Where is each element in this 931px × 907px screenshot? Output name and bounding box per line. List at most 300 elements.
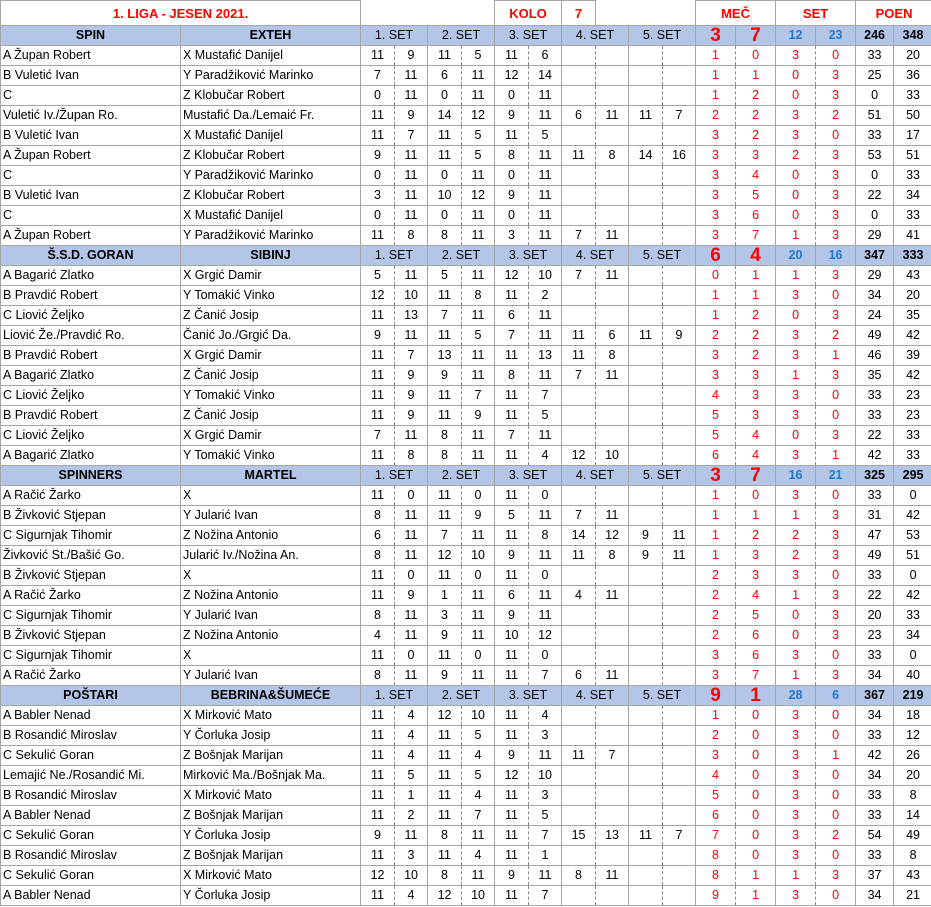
- game-row: [1, 866, 931, 886]
- away-player: Z Bošnjak Marijan: [181, 806, 361, 826]
- game-sets-away: 2: [816, 326, 856, 346]
- set-score: 7: [361, 66, 395, 86]
- running-match-away: 5: [736, 186, 776, 206]
- game-sets-home: 0: [776, 426, 816, 446]
- game-points-home: 42: [856, 746, 894, 766]
- game-points-home: 35: [856, 366, 894, 386]
- set-score: 11: [395, 426, 428, 446]
- set-score: 11: [462, 426, 495, 446]
- game-sets-away: 0: [816, 706, 856, 726]
- game-sets-home: 3: [776, 706, 816, 726]
- set-score: [663, 846, 696, 866]
- game-points-home: 31: [856, 506, 894, 526]
- game-sets-away: 3: [816, 606, 856, 626]
- sets-total-home: 20: [776, 246, 816, 266]
- running-match-away: 2: [736, 526, 776, 546]
- running-match-away: 0: [736, 846, 776, 866]
- set-score: 9: [428, 366, 462, 386]
- set-column-header: 2. SET: [428, 466, 495, 486]
- set-score: 11: [361, 726, 395, 746]
- set-score: 3: [529, 786, 562, 806]
- set-score: [596, 286, 629, 306]
- set-score: 11: [596, 506, 629, 526]
- set-score: [596, 486, 629, 506]
- set-score: 10: [495, 626, 529, 646]
- running-match-home: 3: [696, 166, 736, 186]
- game-points-home: 37: [856, 866, 894, 886]
- game-points-away: 14: [894, 806, 931, 826]
- running-match-home: 1: [696, 526, 736, 546]
- game-sets-away: 3: [816, 206, 856, 226]
- set-score: 11: [529, 586, 562, 606]
- sets-total-away: 16: [816, 246, 856, 266]
- set-score: [629, 406, 663, 426]
- set-score: 10: [462, 886, 495, 906]
- set-score: 11: [395, 166, 428, 186]
- game-points-away: 0: [894, 566, 931, 586]
- set-score: 8: [361, 606, 395, 626]
- set-score: 7: [663, 106, 696, 126]
- away-player: X Mirković Mato: [181, 706, 361, 726]
- set-score: 11: [495, 446, 529, 466]
- game-points-away: 50: [894, 106, 931, 126]
- away-player: Z Klobučar Robert: [181, 86, 361, 106]
- running-match-away: 3: [736, 546, 776, 566]
- set-score: 8: [428, 826, 462, 846]
- running-match-away: 0: [736, 46, 776, 66]
- set-score: 12: [495, 266, 529, 286]
- away-player: Y Tomakić Vinko: [181, 386, 361, 406]
- home-player: C Sigurnjak Tihomir: [1, 526, 181, 546]
- game-sets-away: 3: [816, 86, 856, 106]
- game-points-away: 39: [894, 346, 931, 366]
- running-match-away: 4: [736, 166, 776, 186]
- away-player: Z Čanić Josip: [181, 306, 361, 326]
- set-column-header: 3. SET: [495, 246, 562, 266]
- running-match-home: 1: [696, 66, 736, 86]
- set-score: 11: [596, 586, 629, 606]
- game-sets-home: 3: [776, 766, 816, 786]
- set-score: 11: [361, 646, 395, 666]
- game-points-home: 0: [856, 166, 894, 186]
- set-score: 0: [462, 646, 495, 666]
- game-points-away: 53: [894, 526, 931, 546]
- set-score: 5: [395, 766, 428, 786]
- set-score: 7: [596, 746, 629, 766]
- set-score: 0: [395, 566, 428, 586]
- game-sets-home: 0: [776, 306, 816, 326]
- set-score: 11: [596, 106, 629, 126]
- game-row: [1, 146, 931, 166]
- game-sets-away: 2: [816, 826, 856, 846]
- game-sets-home: 3: [776, 286, 816, 306]
- set-score: 11: [361, 786, 395, 806]
- set-score: 11: [462, 526, 495, 546]
- set-score: 11: [596, 666, 629, 686]
- game-row: [1, 206, 931, 226]
- game-points-away: 20: [894, 46, 931, 66]
- set-score: 7: [361, 426, 395, 446]
- set-score: 11: [495, 786, 529, 806]
- set-score: 9: [395, 586, 428, 606]
- running-match-away: 7: [736, 666, 776, 686]
- away-player: X Mirković Mato: [181, 786, 361, 806]
- set-score: 0: [529, 486, 562, 506]
- set-score: 11: [361, 46, 395, 66]
- set-score: 9: [462, 506, 495, 526]
- running-match-home: 3: [696, 126, 736, 146]
- away-player: Z Čanić Josip: [181, 406, 361, 426]
- running-match-away: 4: [736, 426, 776, 446]
- set-score: 3: [395, 846, 428, 866]
- set-score: 11: [428, 646, 462, 666]
- running-match-away: 7: [736, 226, 776, 246]
- set-score: [663, 666, 696, 686]
- game-points-away: 34: [894, 186, 931, 206]
- set-score: 11: [462, 166, 495, 186]
- set-score: [629, 346, 663, 366]
- set-score: 8: [428, 446, 462, 466]
- set-score: 8: [361, 506, 395, 526]
- set-score: 11: [361, 806, 395, 826]
- set-score: [629, 726, 663, 746]
- set-score: 12: [596, 526, 629, 546]
- game-row: [1, 266, 931, 286]
- points-total-home: 325: [856, 466, 894, 486]
- set-score: 5: [462, 46, 495, 66]
- home-player: A Babler Nenad: [1, 706, 181, 726]
- points-total-home: 347: [856, 246, 894, 266]
- running-match-away: 2: [736, 126, 776, 146]
- set-score: 7: [462, 806, 495, 826]
- game-points-away: 33: [894, 166, 931, 186]
- set-score: 11: [495, 406, 529, 426]
- running-match-away: 1: [736, 66, 776, 86]
- game-sets-away: 0: [816, 46, 856, 66]
- set-score: 3: [428, 606, 462, 626]
- game-sets-away: 0: [816, 126, 856, 146]
- set-score: 11: [428, 386, 462, 406]
- set-score: 11: [395, 526, 428, 546]
- set-score: 10: [529, 266, 562, 286]
- set-score: [562, 766, 596, 786]
- game-sets-home: 3: [776, 106, 816, 126]
- game-row: [1, 346, 931, 366]
- set-score: 4: [462, 746, 495, 766]
- set-score: 11: [462, 206, 495, 226]
- game-points-away: 41: [894, 226, 931, 246]
- set-score: 11: [462, 306, 495, 326]
- set-score: 13: [395, 306, 428, 326]
- set-score: 7: [462, 386, 495, 406]
- game-sets-home: 3: [776, 406, 816, 426]
- game-row: [1, 546, 931, 566]
- away-player: X: [181, 566, 361, 586]
- set-score: 0: [428, 166, 462, 186]
- game-points-away: 33: [894, 86, 931, 106]
- set-score: 11: [462, 666, 495, 686]
- game-row: [1, 46, 931, 66]
- set-column-header: 2. SET: [428, 26, 495, 46]
- set-score: [629, 486, 663, 506]
- game-sets-home: 3: [776, 346, 816, 366]
- set-score: 11: [462, 86, 495, 106]
- set-score: 11: [495, 46, 529, 66]
- set-score: 11: [529, 226, 562, 246]
- game-row: [1, 586, 931, 606]
- set-score: 11: [395, 86, 428, 106]
- game-sets-away: 0: [816, 646, 856, 666]
- set-score: [629, 426, 663, 446]
- running-match-away: 0: [736, 486, 776, 506]
- set-score: [596, 66, 629, 86]
- set-score: 12: [428, 886, 462, 906]
- match-score-away: 7: [736, 466, 776, 486]
- set-score: [562, 406, 596, 426]
- set-score: 11: [395, 326, 428, 346]
- set-score: 11: [562, 146, 596, 166]
- away-player: Y Jularić Ivan: [181, 666, 361, 686]
- game-points-away: 42: [894, 586, 931, 606]
- away-player: Y Tomakić Vinko: [181, 286, 361, 306]
- set-score: 0: [395, 646, 428, 666]
- set-score: 12: [562, 446, 596, 466]
- game-row: [1, 706, 931, 726]
- game-points-home: 33: [856, 786, 894, 806]
- running-match-away: 2: [736, 86, 776, 106]
- running-match-away: 2: [736, 326, 776, 346]
- set-score: 5: [529, 406, 562, 426]
- set-score: [629, 126, 663, 146]
- set-score: 11: [395, 506, 428, 526]
- game-sets-home: 3: [776, 486, 816, 506]
- away-player: Z Čanić Josip: [181, 366, 361, 386]
- set-score: 11: [428, 766, 462, 786]
- running-match-away: 1: [736, 286, 776, 306]
- running-match-home: 5: [696, 406, 736, 426]
- set-score: [629, 886, 663, 906]
- game-points-home: 49: [856, 326, 894, 346]
- set-score: 11: [529, 506, 562, 526]
- game-sets-home: 3: [776, 846, 816, 866]
- set-score: [629, 166, 663, 186]
- set-score: 8: [495, 146, 529, 166]
- set-score: 11: [361, 566, 395, 586]
- set-score: 14: [428, 106, 462, 126]
- running-match-away: 6: [736, 626, 776, 646]
- game-sets-home: 2: [776, 146, 816, 166]
- home-player: B Vuletić Ivan: [1, 186, 181, 206]
- away-player: Mustafić Da./Lemaić Fr.: [181, 106, 361, 126]
- set-score: 11: [428, 146, 462, 166]
- set-score: [663, 126, 696, 146]
- game-sets-away: 0: [816, 846, 856, 866]
- running-match-home: 2: [696, 106, 736, 126]
- away-team-name: MARTEL: [181, 466, 361, 486]
- running-match-away: 6: [736, 206, 776, 226]
- running-match-away: 0: [736, 746, 776, 766]
- home-player: B Rosandić Miroslav: [1, 846, 181, 866]
- set-score: 4: [462, 786, 495, 806]
- set-score: [562, 606, 596, 626]
- game-points-home: 47: [856, 526, 894, 546]
- home-player: Vuletić Iv./Župan Ro.: [1, 106, 181, 126]
- set-column-header: 4. SET: [562, 246, 629, 266]
- home-player: B Vuletić Ivan: [1, 66, 181, 86]
- away-player: X Grgić Damir: [181, 346, 361, 366]
- home-team-name: SPIN: [1, 26, 181, 46]
- set-score: 5: [361, 266, 395, 286]
- set-score: 11: [529, 746, 562, 766]
- running-match-away: 0: [736, 786, 776, 806]
- set-score: 4: [395, 746, 428, 766]
- match-score-home: 9: [696, 686, 736, 706]
- running-match-away: 3: [736, 386, 776, 406]
- away-player: Y Paradžiković Marinko: [181, 166, 361, 186]
- set-score: [629, 866, 663, 886]
- home-player: A Babler Nenad: [1, 806, 181, 826]
- set-score: 9: [395, 406, 428, 426]
- set-score: 9: [462, 406, 495, 426]
- game-sets-home: 3: [776, 726, 816, 746]
- running-match-home: 3: [696, 206, 736, 226]
- game-points-home: 20: [856, 606, 894, 626]
- set-score: [629, 626, 663, 646]
- set-score: [663, 166, 696, 186]
- running-match-home: 4: [696, 766, 736, 786]
- away-player: Z Bošnjak Marijan: [181, 746, 361, 766]
- game-row: [1, 126, 931, 146]
- set-score: [663, 766, 696, 786]
- game-sets-home: 3: [776, 806, 816, 826]
- set-score: [629, 306, 663, 326]
- set-score: [562, 426, 596, 446]
- game-sets-home: 3: [776, 646, 816, 666]
- set-score: 11: [529, 106, 562, 126]
- set-score: 6: [596, 326, 629, 346]
- set-score: 9: [629, 546, 663, 566]
- set-score: 11: [428, 566, 462, 586]
- set-score: [663, 586, 696, 606]
- set-score: [562, 706, 596, 726]
- set-score: 1: [428, 586, 462, 606]
- set-score: 0: [529, 566, 562, 586]
- away-player: X: [181, 486, 361, 506]
- game-points-away: 51: [894, 146, 931, 166]
- home-player: Liović Že./Pravdić Ro.: [1, 326, 181, 346]
- home-player: C Liović Željko: [1, 386, 181, 406]
- set-score: 5: [462, 146, 495, 166]
- set-score: 6: [495, 586, 529, 606]
- game-sets-home: 1: [776, 506, 816, 526]
- points-total-away: 219: [894, 686, 931, 706]
- game-sets-home: 1: [776, 366, 816, 386]
- set-score: 7: [529, 886, 562, 906]
- set-score: 11: [495, 566, 529, 586]
- game-points-home: 25: [856, 66, 894, 86]
- set-score: 11: [428, 726, 462, 746]
- set-score: 8: [428, 426, 462, 446]
- kolo-label: KOLO: [495, 1, 562, 26]
- set-score: [629, 226, 663, 246]
- game-points-home: 22: [856, 426, 894, 446]
- set-score: 0: [495, 86, 529, 106]
- set-score: 12: [529, 626, 562, 646]
- game-points-away: 20: [894, 766, 931, 786]
- away-player: X: [181, 646, 361, 666]
- set-score: 11: [596, 226, 629, 246]
- game-row: [1, 526, 931, 546]
- game-points-away: 26: [894, 746, 931, 766]
- game-points-away: 33: [894, 206, 931, 226]
- game-points-away: 0: [894, 486, 931, 506]
- set-score: 9: [495, 606, 529, 626]
- set-score: [562, 806, 596, 826]
- home-player: A Račić Žarko: [1, 586, 181, 606]
- game-points-away: 8: [894, 846, 931, 866]
- set-score: [562, 206, 596, 226]
- home-player: A Babler Nenad: [1, 886, 181, 906]
- set-column-header: 1. SET: [361, 26, 428, 46]
- running-match-home: 4: [696, 386, 736, 406]
- set-score: [562, 286, 596, 306]
- running-match-home: 1: [696, 506, 736, 526]
- game-points-home: 33: [856, 486, 894, 506]
- set-score: 12: [361, 286, 395, 306]
- game-sets-home: 0: [776, 606, 816, 626]
- set-score: 11: [462, 346, 495, 366]
- set-score: 11: [495, 286, 529, 306]
- running-match-away: 2: [736, 106, 776, 126]
- game-row: [1, 746, 931, 766]
- set-score: [629, 506, 663, 526]
- set-score: [663, 886, 696, 906]
- game-row: [1, 426, 931, 446]
- game-sets-away: 0: [816, 566, 856, 586]
- game-points-home: 33: [856, 846, 894, 866]
- set-column-header: 2. SET: [428, 246, 495, 266]
- game-sets-away: 3: [816, 506, 856, 526]
- set-score: 0: [361, 86, 395, 106]
- set-score: [663, 266, 696, 286]
- game-points-home: 24: [856, 306, 894, 326]
- running-match-home: 8: [696, 846, 736, 866]
- set-score: [596, 186, 629, 206]
- set-score: [562, 46, 596, 66]
- set-score: [596, 606, 629, 626]
- game-sets-home: 0: [776, 626, 816, 646]
- set-score: [663, 206, 696, 226]
- set-score: 10: [395, 286, 428, 306]
- running-match-away: 0: [736, 706, 776, 726]
- game-row: [1, 406, 931, 426]
- game-sets-away: 3: [816, 226, 856, 246]
- game-points-away: 51: [894, 546, 931, 566]
- away-player: Y Jularić Ivan: [181, 506, 361, 526]
- home-player: C: [1, 86, 181, 106]
- set-score: 12: [361, 866, 395, 886]
- running-match-away: 2: [736, 306, 776, 326]
- game-points-home: 34: [856, 886, 894, 906]
- set-score: 6: [562, 666, 596, 686]
- running-match-home: 2: [696, 606, 736, 626]
- set-score: 8: [596, 546, 629, 566]
- running-match-away: 3: [736, 366, 776, 386]
- set-score: [629, 206, 663, 226]
- set-score: 7: [562, 366, 596, 386]
- running-match-home: 2: [696, 726, 736, 746]
- set-score: [596, 386, 629, 406]
